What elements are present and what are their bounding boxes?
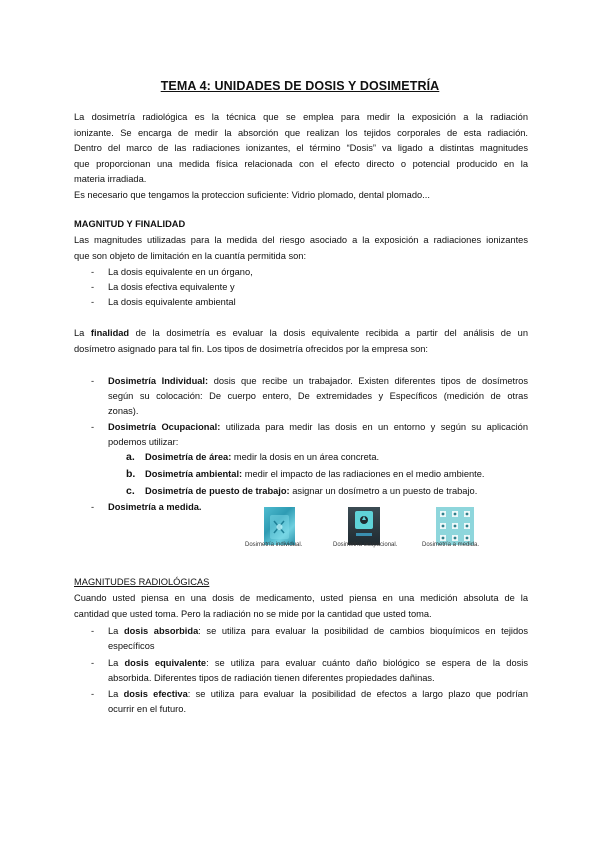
bullet-dash-icon: - [91,422,95,432]
magnitud-paragraph [74,233,528,264]
sub-item-marker: a. [126,451,135,463]
item-text: : se utiliza para evaluar la posibilidad de efectos a largo plazo que podrían [187,689,528,699]
radiologicas-paragraph [74,591,528,622]
list-item-individual [91,374,528,419]
item-pre: La [108,626,119,636]
sub-item-label: Dosimetría ambiental: [145,469,243,479]
sub-item-marker: c. [126,485,135,497]
absorbida-line [108,624,528,639]
sub-item-text [145,486,477,496]
individual-label: Dosimetría Individual: [108,376,209,386]
item-bold: dosis absorbida [123,626,199,636]
image-caption: Dosimetría individual. [245,542,303,548]
item-text: : se utiliza para evaluar cuánto daño biológico se espera de la dosis [206,658,528,668]
list-item-text: La dosis equivalente en un órgano, [108,267,253,277]
list-item-efectiva [91,687,528,717]
list-item-body [108,656,528,686]
individual-line: según su colocación: De cuerpo entero, De extremidades y Específicos (medición de otras [108,391,528,401]
finalidad-line [74,326,528,342]
bullet-dash-icon: - [91,376,95,386]
sub-item-label: Dosimetría de puesto de trabajo: [145,486,290,496]
sub-item-desc: asignar un dosímetro a un puesto de trabajo. [292,486,478,496]
finalidad-post: de la dosimetría es evaluar la dosis equivalente recibida a partir del análisis de un [135,328,528,338]
efectiva-line: ocurrir en el futuro. [108,704,187,714]
dosimeter-device-icon [348,507,380,545]
intro-line: Dentro del marco de las radiaciones ionizantes, el término “Dosis” va ligado a distintas magnitudes [74,143,528,154]
list-item-absorbida [91,624,528,654]
intro-line: ionizante. Se encarga de medir la absorción que realizan los tejidos corporales de esta radiación. [74,127,528,138]
intro-extra: Es necesario que tengamos la proteccion suficiente: Vidrio plomado, dental plomado... [74,189,430,200]
bullet-dash-icon: - [91,626,95,636]
image-caption: Dosimetría a medida. [422,542,480,548]
intro-line: que proporcionan una medida física relacionada con el efecto directo o potencial producido en la [74,158,528,169]
ocupacional-text: utilizada para medir las dosis en un entorno y según su aplicación [225,422,528,432]
list-item-body [108,420,528,450]
list-item-ocupacional [91,420,528,450]
magnitud-line: Las magnitudes utilizadas para la medida del riesgo asociado a la exposición a radiaciones ionizantes [74,235,528,245]
dosimeter-badge-icon [264,507,295,545]
radiologicas-line: Cuando usted piensa en una dosis de medicamento, usted piensa en una medición absoluta de la [74,593,528,603]
intro-line: materia irradiada. [74,174,147,185]
equivalente-line [108,656,528,671]
sub-item-label: Dosimetría de área: [145,452,232,462]
item-bold: dosis equivalente [124,658,207,668]
finalidad-pre: La [74,328,85,338]
equivalente-line: absorbida. Diferentes tipos de radiación tienen diferentes propiedades dañinas. [108,673,435,683]
individual-line: zonas). [108,406,139,416]
absorbida-line: específicos [108,641,155,651]
ocupacional-line [108,420,528,435]
radiologicas-line: cantidad que usted toma. Pero la radiación no se mide por la cantidad que usted toma. [74,608,432,619]
list-item-equivalente [91,656,528,686]
finalidad-bold: finalidad [90,328,130,338]
sub-item-marker: b. [126,468,136,480]
list-item-text: La dosis efectiva equivalente y [108,282,235,292]
sub-item-desc: medir la dosis en un área concreta. [233,452,380,462]
individual-text: dosis que recibe un trabajador. Existen diferentes tipos de dosímetros [213,376,528,386]
list-item-body [108,687,528,717]
bullet-dash-icon: - [91,502,95,512]
sub-item-text [145,452,379,462]
page-title: TEMA 4: UNIDADES DE DOSIS Y DOSIMETRÍA [160,79,440,93]
list-item-body [108,374,528,419]
section-heading-radiologicas: MAGNITUDES RADIOLÓGICAS [74,577,210,587]
list-item-text: Dosimetría a medida. [108,502,202,512]
magnitud-line: que son objeto de limitación en la cuantía permitida son: [74,250,307,261]
bullet-dash-icon: - [91,282,95,292]
sub-item-desc: medir el impacto de las radiaciones en el medio ambiente. [244,469,485,479]
intro-line: La dosimetría radiológica es la técnica que se emplea para medir la exposición a la radiación [74,112,528,122]
finalidad-paragraph [74,326,528,357]
ocupacional-line: podemos utilizar: [108,437,179,447]
section-heading-magnitud: MAGNITUD Y FINALIDAD [74,219,186,229]
dosimeter-grid-icon [436,507,474,545]
list-item-body [108,624,528,654]
efectiva-line [108,687,528,702]
image-caption: Dosimetría ocupacional. [333,542,398,548]
bullet-dash-icon: - [91,267,95,277]
intro-paragraph [74,110,528,204]
item-pre: La [108,689,119,699]
sub-item-text [145,469,485,479]
bullet-dash-icon: - [91,689,95,699]
bullet-dash-icon: - [91,297,95,307]
individual-line [108,374,528,389]
item-text: : se utiliza para evaluar la posibilidad de cambios bioquímicos en tejidos [198,626,528,636]
finalidad-line: dosímetro asignado para tal fin. Los tipos de dosimetría ofrecidos por la empresa son: [74,343,428,354]
ocupacional-label: Dosimetría Ocupacional: [108,422,221,432]
item-pre: La [108,658,119,668]
item-bold: dosis efectiva [123,689,188,699]
list-item-text: La dosis equivalente ambiental [108,297,236,307]
bullet-dash-icon: - [91,658,95,668]
